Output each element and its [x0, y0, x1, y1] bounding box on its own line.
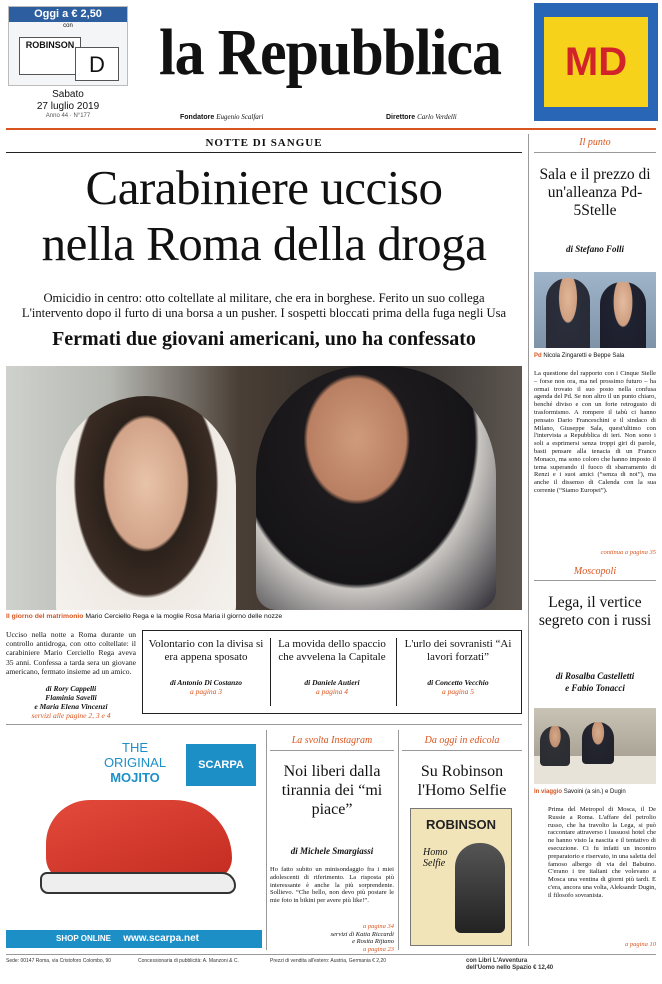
shoe-sole	[40, 872, 236, 894]
il-punto-title: Sala e il prezzo di un'alleanza Pd-5Stelle	[539, 166, 651, 219]
footer-col-4	[466, 958, 586, 972]
d-cover: D	[75, 47, 119, 81]
masthead: la Repubblica	[158, 15, 502, 89]
shoe-upper	[46, 800, 232, 880]
sidebar-2-title: La movida dello spaccio che avvelena la Capitale	[278, 638, 386, 663]
scarpa-logo: SCARPA	[186, 744, 256, 786]
byline-1: di Rory Cappelli	[45, 684, 97, 693]
il-punto-rule	[534, 152, 656, 153]
wedding-photo	[6, 366, 522, 610]
instagram-body: Ho fatto subito un minisondaggio fra i miei adolescenti di riferimento. La risposta più interessante è anche la più sorprendente. Sollievo. “Che bello, non devo più postare le mie foto in bikini per avere più like!”.	[270, 866, 394, 905]
moscopoli-title: Lega, il vertice segreto con i russi	[538, 594, 652, 629]
deck-line-2: L'intervento dopo il furto di una borsa a un pusher. I sospetti bloccati prima della fuga negli Usa	[21, 306, 507, 320]
bottom-divider-1	[266, 730, 267, 950]
person-right	[600, 282, 646, 348]
shop-url: www.scarpa.net	[123, 933, 199, 944]
price-label: Oggi a € 2,50	[9, 7, 127, 22]
kicker: NOTTE DI SANGUE	[205, 137, 323, 149]
ad-line-1: THE	[122, 740, 148, 755]
edicola-rule	[402, 750, 522, 751]
deck	[6, 291, 522, 321]
byline-3: e Maria Elena Vincenzi	[34, 702, 108, 711]
sidebar-3-title: L'urlo dei sovranisti “Ai lavori forzati”	[404, 638, 512, 663]
photo-caption	[6, 612, 522, 621]
price-box	[8, 6, 128, 86]
person-seated-2	[582, 722, 614, 764]
kicker-rule	[6, 152, 522, 153]
instagram-section: La svolta Instagram	[291, 735, 373, 746]
right-column-rule	[528, 134, 529, 946]
founder-label: Fondatore	[180, 114, 215, 121]
main-body: Ucciso nella notte a Roma durante un controllo antidroga, con otto coltellate: il carabiniere Mario Cerciello Rega aveva 35 anni. Confessa a tarda sera un giovane americano, fermato insieme ad un amico.	[6, 630, 136, 676]
director-line	[386, 114, 457, 121]
footer-col-2: Concessionaria di pubblicità: A. Manzoni & C.	[138, 958, 239, 964]
zingaretti-sala-photo	[534, 272, 656, 348]
instagram-rule	[270, 750, 394, 751]
sidebar-2-page: a pagina 4	[315, 687, 349, 696]
il-punto-continua: continua a pagina 35	[600, 549, 656, 556]
sidebar-3-page: a pagina 5	[441, 687, 475, 696]
director-name: Carlo Verdelli	[417, 113, 457, 121]
ad-copy	[90, 740, 180, 785]
moscopoli-rule	[534, 580, 656, 581]
director-label: Direttore	[386, 114, 416, 121]
instagram-author: di Michele Smargiassi	[290, 846, 374, 856]
bottom-divider-2	[398, 730, 399, 950]
caption-bold: Il giorno del matrimonio	[6, 613, 84, 620]
date-day: Sabato	[52, 89, 84, 100]
caption-text: Mario Cerciello Rega e la moglie Rosa Maria il giorno delle nozze	[85, 613, 283, 620]
sidebar-1-author: di Antonio Di Costanzo	[169, 678, 243, 687]
moscopoli-author-1: di Rosalba Castelletti	[555, 671, 635, 681]
robinson-cover: ROBINSON	[19, 37, 81, 75]
footer-book-1: con Libri L'Avventura	[466, 958, 528, 964]
magazine-logo: ROBINSON	[425, 817, 497, 832]
moscopoli-page: a pagina 10	[624, 941, 656, 948]
footer-col-3: Prezzi di vendita all'estero: Austria, Germania € 2,20	[270, 958, 387, 964]
shop-online-label: SHOP ONLINE	[56, 934, 111, 943]
main-bylines	[6, 684, 136, 720]
bride-figure	[56, 396, 236, 610]
moscopoli-caption-text: Savoini (a sin.) e Dugin	[563, 789, 626, 795]
sidebar-1[interactable]	[146, 638, 266, 696]
instagram-page: a pagina 34	[362, 923, 394, 930]
footer	[6, 958, 656, 980]
instagram-services: servizi di Katia Riccardi	[330, 930, 394, 938]
il-punto-section: Il punto	[579, 137, 611, 148]
sidebar-2-author: di Daniele Autieri	[304, 678, 360, 687]
instagram-services-2: e Rosita Rijtano	[352, 938, 394, 945]
il-punto-caption-bold: Pd	[534, 353, 542, 359]
instagram-author-wrap	[270, 841, 394, 859]
instagram-page-2: a pagina 23	[362, 945, 394, 953]
services-line: servizi alle pagine 2, 3 e 4	[31, 711, 111, 720]
md-logo: MD	[544, 17, 648, 107]
shop-bar[interactable]	[6, 930, 262, 948]
il-punto-caption	[534, 353, 656, 360]
founder-line	[180, 114, 263, 121]
ad-line-2: ORIGINAL	[103, 755, 167, 770]
footer-book-2: dell'Uomo nello Spazio € 12,40	[466, 965, 554, 971]
moscopoli-caption	[534, 789, 656, 796]
person-seated-1	[540, 726, 570, 766]
il-punto-caption-text: Nicola Zingaretti e Beppe Sala	[543, 353, 625, 359]
sidebar-2[interactable]	[272, 638, 392, 696]
date-block	[8, 89, 128, 120]
price-sub: con	[63, 23, 73, 29]
date-full: 27 luglio 2019	[36, 101, 100, 112]
sidebar-1-page: a pagina 3	[189, 687, 223, 696]
ad-line-3: MOJITO	[110, 770, 160, 785]
md-ad[interactable]	[534, 3, 658, 121]
supplement-covers	[17, 33, 121, 81]
moscopoli-authors	[534, 670, 656, 694]
founder-name: Eugenio Scalfari	[216, 113, 264, 121]
deck-line-1: Omicidio in centro: otto coltellate al militare, che era in borghese. Ferito un suo collega	[43, 291, 485, 305]
groom-figure	[256, 366, 496, 610]
headline-line-2: nella Roma della droga	[41, 216, 487, 271]
il-punto-author-wrap	[534, 245, 656, 254]
il-punto-body: La questione del rapporto con i Cinque Stelle – forse non ora, ma nel prossimo futuro – ha ormai trovato il suo posto nella confusa agenda del Pd. Se non altro il un punto chiaro, benché diviso e con un forte retrogusto di trasformismo. A rompere il tabù ci hanno pensato Dario Franceschini e il sindaco di Milano, Giuseppe Sala, quest'ultimo con l'intervista a Repubblica di ieri. Non sono i soli a esprimersi senza troppi giri di parole, basti pensare alla tenacia di un Franco Monaco, ma sono coloro che hanno imposto il tema superando il fuoco di sbarramento di Renzi e i suoi amici (“senza di noi”), ma anche il dissenso di Calenda con la sua corrente (“Siamo Europei”).	[534, 370, 656, 494]
robinson-magazine-cover[interactable]	[410, 808, 512, 946]
moscopoli-body: Prima del Metropol di Mosca, il De Russie a Roma. L'affare del petrolio russo, che ha travolto la Lega, si può raccontare attraverso i lussuosi hotel che ne hanno visto la nascita e il tentativo di esecuzione. Ci fu infatti un incontro preparatorio e riservato, in una saletta del famoso albergo di via del Babuino. C'erano i tre italiani che volevano a Mosca una ventina di giorni più tardi. E c'era, ancora una volta, Aleksandr Dugin, il filosofo sovranista.	[548, 806, 656, 899]
header-rule	[6, 128, 656, 130]
moscopoli-section: Moscopoli	[573, 566, 617, 577]
sidebar-3[interactable]	[398, 638, 518, 696]
magazine-figure	[455, 843, 505, 933]
edicola-title: Su Robinson l'Homo Selfie	[417, 763, 507, 799]
footer-col-1: Sede: 00147 Roma, via Cristoforo Colombo, 90	[6, 958, 112, 964]
headline	[6, 160, 522, 272]
issue-number: Anno 44 · N°177	[45, 113, 91, 119]
sidebar-divider-2	[396, 638, 397, 706]
magazine-cover-text: Homo Selfie	[423, 847, 448, 869]
bottom-rule	[6, 724, 522, 725]
footer-rule	[6, 954, 656, 955]
byline-2: Flaminia Savelli	[45, 693, 97, 702]
scarpa-ad[interactable]	[6, 730, 262, 950]
edicola-section: Da oggi in edicola	[424, 735, 500, 746]
sidebar-3-author: di Concetto Vecchio	[427, 678, 489, 687]
instagram-title: Noi liberi dalla tirannia dei “mi piace”	[281, 763, 383, 818]
moscopoli-author-2: e Fabio Tonacci	[565, 683, 625, 693]
instagram-refs	[270, 923, 394, 953]
sidebar-divider-1	[270, 638, 271, 706]
moscopoli-caption-bold: In viaggio	[534, 789, 563, 795]
subhead: Fermati due giovani americani, uno ha confessato	[52, 328, 476, 350]
person-left	[546, 278, 590, 348]
il-punto-author: di Stefano Folli	[565, 244, 624, 254]
savoini-dugin-photo	[534, 708, 656, 784]
sidebar-1-title: Volontario con la divisa si era appena sposato	[148, 638, 264, 663]
red-shoe	[40, 792, 236, 912]
headline-line-1: Carabiniere ucciso	[85, 160, 443, 215]
